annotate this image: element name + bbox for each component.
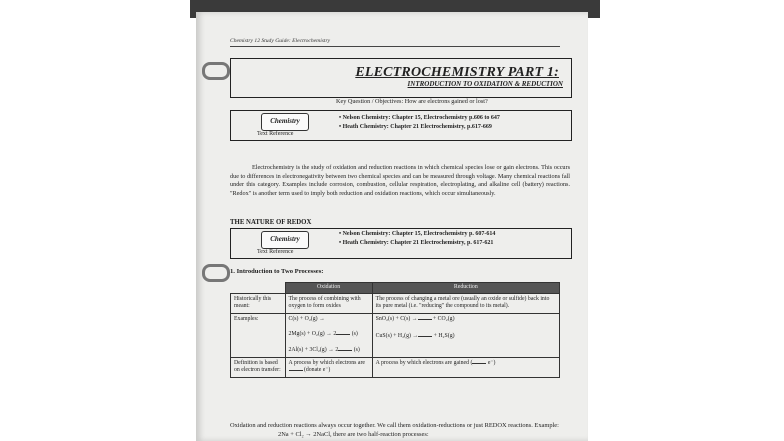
example-equation-tail: (s) [351, 331, 358, 338]
column-header-oxidation: Oxidation [285, 283, 372, 294]
oxidation-reduction-table [230, 282, 560, 378]
book-icon [261, 231, 309, 249]
header-rule [230, 46, 560, 47]
footer-line: Oxidation and reduction reactions always occur together. We call them oxidation-reductions or just REDOX reactions. Example: [230, 422, 559, 429]
answer-blank [418, 336, 432, 337]
section-heading: THE NATURE OF REDOX [230, 219, 312, 226]
reference-bullet: • Heath Chemistry: Chapter 21 Electrochemistry, p. 617-621 [339, 240, 494, 246]
title-box [230, 58, 572, 98]
row-label: Historically this meant: [231, 293, 286, 313]
table-cell [285, 313, 372, 357]
text-reference-box [230, 228, 572, 259]
page-subtitle: INTRODUCTION TO OXIDATION & REDUCTION [407, 80, 563, 88]
subsection-heading: 1. Introduction to Two Processes: [230, 268, 324, 275]
definition-text: A process by which electrons are gained ( [375, 359, 473, 366]
definition-text: A process by which electrons are [288, 359, 365, 366]
table-cell [372, 313, 559, 357]
example-equation: C(s) + O₂(g) → [288, 315, 325, 322]
text-reference-label: Text Reference [257, 131, 294, 137]
table-cell: The process of combining with oxygen to form oxides [285, 293, 372, 313]
example-equation: SnO₂(s) + C(s) → [375, 315, 418, 322]
footer-text [230, 422, 570, 439]
reference-bullet: • Nelson Chemistry: Chapter 15, Electrochemistry p. 607-614 [339, 231, 496, 237]
table-cell: The process of changing a metal ore (usually an oxide or sulfide) back into its pure metal (i.e. "reducing" the compound to its metal). [372, 293, 559, 313]
example-equation-tail: + CO₂(g) [432, 315, 455, 322]
binder-ring [202, 264, 230, 282]
row-label: Definition is based on electron transfer: [231, 357, 286, 377]
answer-blank [338, 350, 352, 351]
binder-ring [202, 62, 230, 80]
example-equation: CuS(s) + H₂(g) → [375, 333, 419, 340]
definition-tail: (donate e⁻) [303, 367, 331, 374]
row-label: Examples: [231, 313, 286, 357]
footer-line: 2Na + Cl₂ → 2NaCl, there are two half-reaction processes: [278, 430, 429, 438]
page-header: Chemistry 12 Study Guide: Electrochemistry [230, 38, 331, 44]
example-equation: 2Al(s) + 3Cl₂(g) → 2 [288, 346, 339, 353]
answer-blank [289, 370, 303, 371]
table-cell [285, 357, 372, 377]
answer-blank [418, 319, 432, 320]
example-equation: 2Mg(s) + O₂(g) → 2 [288, 331, 337, 338]
intro-paragraph: Electrochemistry is the study of oxidation and reduction reactions in which chemical species lose or gain electrons. This occurs due to differences in electronegativity between two chemical species and can be measured through voltage. Many chemical reactions fall under this category. Examples include corrosion, combustion, cellular respiration, electroplating, and alkaline cell (battery) reactions. "Redox" is another term used to imply both reduction and oxidation reactions, which occur simultaneously. [230, 164, 570, 197]
answer-blank [336, 334, 350, 335]
book-label: Chemistry [270, 117, 300, 125]
example-equation-tail: + H₂S(g) [433, 333, 455, 340]
reference-bullet: • Nelson Chemistry: Chapter 15, Electrochemistry p.606 to 647 [339, 115, 500, 121]
book-label: Chemistry [270, 235, 300, 243]
text-reference-box [230, 110, 572, 141]
definition-tail: e⁻) [487, 359, 496, 366]
text-reference-label: Text Reference [257, 249, 294, 255]
page-title: ELECTROCHEMISTRY PART 1: [355, 65, 559, 80]
key-question: Key Question / Objectives: How are electrons gained or lost? [336, 98, 488, 105]
reference-bullet: • Heath Chemistry: Chapter 21 Electrochemistry, p.617-669 [339, 124, 492, 130]
answer-blank [472, 363, 486, 364]
table-cell [372, 357, 559, 377]
column-header-reduction: Reduction [372, 283, 559, 294]
document-page [196, 12, 588, 441]
example-equation-tail: (s) [353, 346, 360, 353]
book-icon [261, 113, 309, 131]
